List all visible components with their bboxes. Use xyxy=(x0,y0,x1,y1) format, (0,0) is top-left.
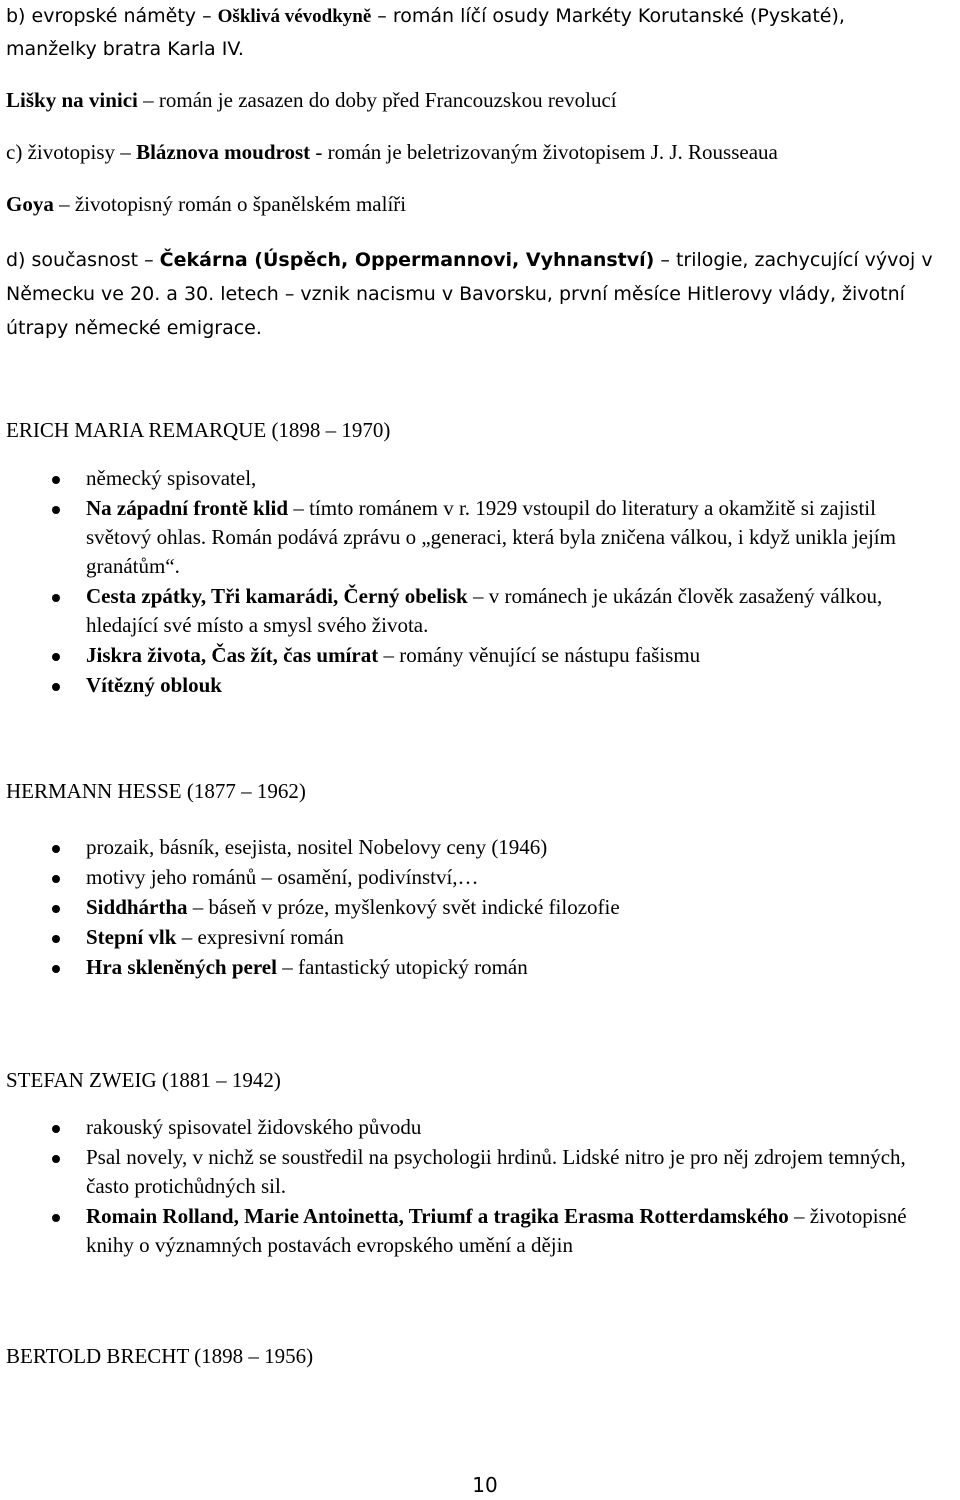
book-title: Na západní frontě klid xyxy=(86,496,289,520)
author-years: (1881 – 1942) xyxy=(156,1068,281,1092)
text: německý spisovatel, xyxy=(86,466,257,490)
list-item xyxy=(6,953,941,982)
page-number: 10 xyxy=(472,1473,498,1497)
list-item xyxy=(6,923,941,952)
document-page xyxy=(6,0,941,1371)
book-title: Bláznova moudrost xyxy=(136,140,311,164)
text: – báseň v próze, myšlenkový svět indické filozofie xyxy=(187,895,620,919)
text: d) současnost – xyxy=(6,249,160,271)
list-item xyxy=(6,1143,941,1201)
list-item xyxy=(6,641,941,670)
author-name: STEFAN ZWEIG xyxy=(6,1068,157,1092)
list-item xyxy=(6,863,941,892)
author-heading-brecht xyxy=(6,1341,941,1371)
author-name: ERICH MARIA REMARQUE xyxy=(6,418,267,442)
list-item xyxy=(6,833,941,862)
author-heading-remarque xyxy=(6,415,941,445)
text: – v románech je ukázán člověk zasažený válkou, hledající své místo a smysl svého života. xyxy=(86,584,883,637)
author-heading-hesse xyxy=(6,776,941,806)
paragraph-goya xyxy=(6,189,941,219)
book-title: Ošklivá vévodkyně xyxy=(217,6,372,27)
book-title: Lišky na vinici xyxy=(6,88,138,112)
text: – trilogie, zachycující vývoj v Německu ve 20. a 30. letech – vznik nacismu v Bavorsku, první měsíce Hitlerovy vlády, životní útrapy německé emigrace. xyxy=(6,249,933,339)
text: Psal novely, v nichž se soustředil na psychologii hrdinů. Lidské nitro je pro něj zdrojem temných, často protichůdných sil. xyxy=(86,1145,906,1198)
text: - román je beletrizovaným životopisem J. J. Rousseaua xyxy=(310,140,778,164)
text: – romány věnující se nástupu fašismu xyxy=(378,643,701,667)
book-title: Čekárna (Úspěch, Oppermannovi, Vyhnanství) xyxy=(159,249,655,271)
zweig-list xyxy=(6,1113,941,1260)
text: rakouský spisovatel židovského původu xyxy=(86,1115,422,1139)
author-name: BERTOLD BRECHT xyxy=(6,1344,189,1368)
paragraph-biographies xyxy=(6,137,941,167)
list-item xyxy=(6,671,941,700)
list-item xyxy=(6,494,941,581)
text: prozaik, básník, esejista, nositel Nobelovy ceny (1946) xyxy=(86,835,548,859)
list-item xyxy=(6,893,941,922)
text: – fantastický utopický román xyxy=(276,955,528,979)
text: – životopisný román o španělském malíři xyxy=(53,192,407,216)
book-title: Jiskra života, Čas žít, čas umírat xyxy=(86,643,379,667)
text: b) evropské náměty – xyxy=(6,5,218,27)
author-years: (1898 – 1970) xyxy=(266,418,391,442)
book-title: Cesta zpátky, Tři kamarádi, Černý obelisk xyxy=(86,584,468,608)
author-years: (1898 – 1956) xyxy=(188,1344,314,1368)
paragraph-european-themes xyxy=(6,0,941,65)
author-years: (1877 – 1962) xyxy=(181,779,306,803)
book-title: Vítězný oblouk xyxy=(86,673,222,697)
text: – román líčí osudy Markéty Korutanské (Pyskaté), manželky bratra Karla IV. xyxy=(6,5,845,60)
text: – tímto románem v r. 1929 vstoupil do literatury a okamžitě si zajistil světový ohlas. Román podává zprávu o „generaci, která byla zničena válkou, i když unikla jejím granátům“. xyxy=(86,496,896,578)
book-title: Stepní vlk xyxy=(86,925,177,949)
text: – román je zasazen do doby před Francouzskou revolucí xyxy=(137,88,617,112)
book-title: Hra skleněných perel xyxy=(86,955,277,979)
paragraph-present xyxy=(6,243,941,345)
text: – životopisné knihy o významných postavách evropského umění a dějin xyxy=(86,1204,907,1257)
list-item xyxy=(6,464,941,493)
author-name: HERMANN HESSE xyxy=(6,779,182,803)
list-item xyxy=(6,582,941,640)
list-item xyxy=(6,1202,941,1260)
book-title: Siddhártha xyxy=(86,895,188,919)
remarque-list xyxy=(6,464,941,700)
hesse-list xyxy=(6,833,941,982)
author-heading-zweig xyxy=(6,1065,941,1095)
text: c) životopisy – xyxy=(6,140,137,164)
list-item xyxy=(6,1113,941,1142)
book-title: Goya xyxy=(6,192,54,216)
text: motivy jeho románů – osamění, podivínství,… xyxy=(86,865,479,889)
book-title: Romain Rolland, Marie Antoinetta, Triumf a tragika Erasma Rotterdamského xyxy=(86,1204,789,1228)
text: – expresivní román xyxy=(176,925,344,949)
paragraph-lisky xyxy=(6,85,941,115)
